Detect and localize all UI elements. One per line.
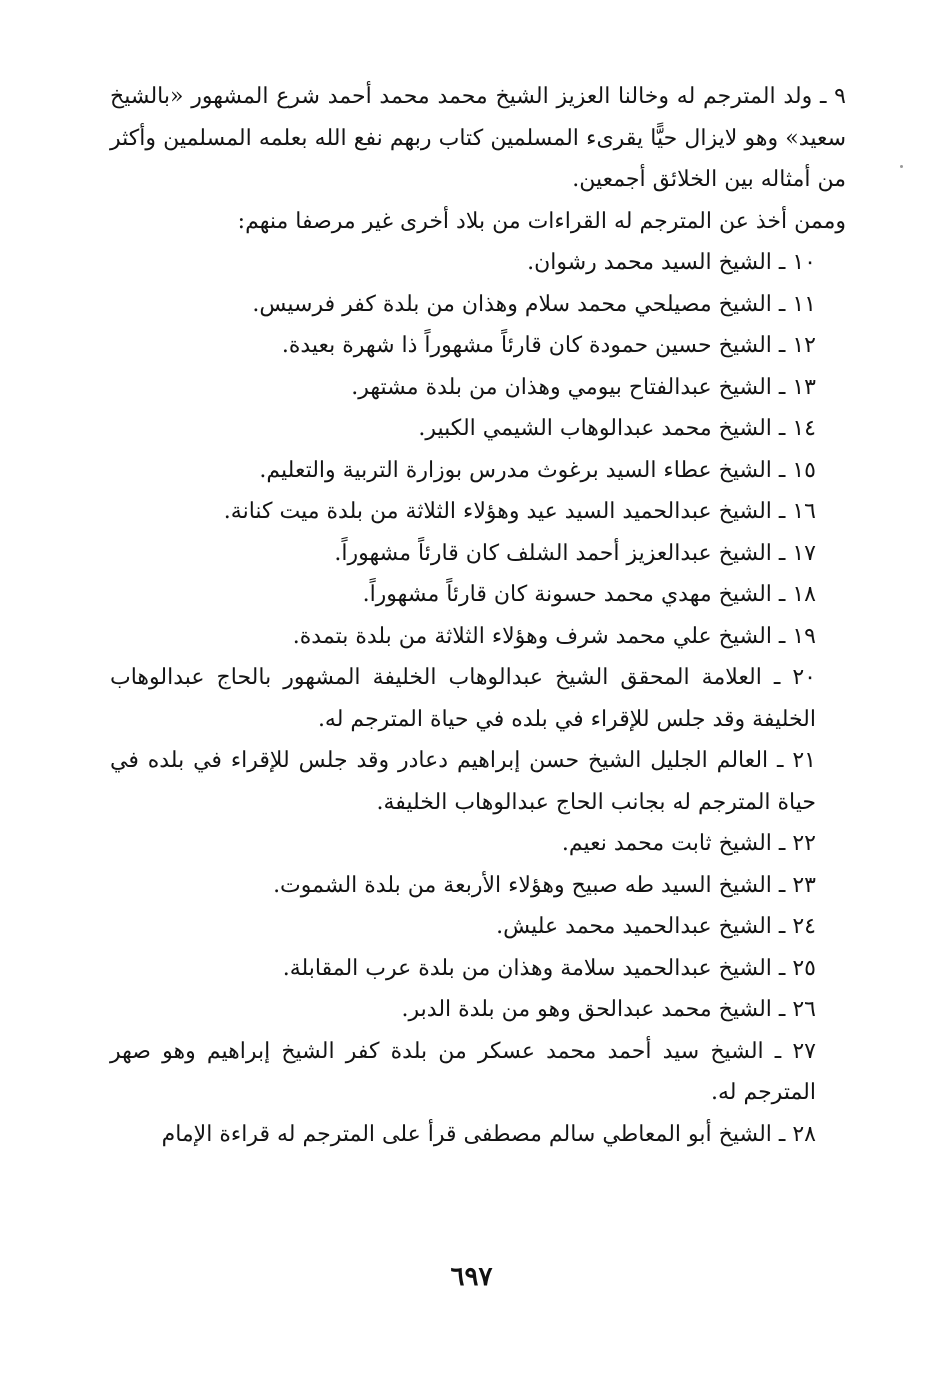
list-item-22: ٢٢ ـ الشيخ ثابت محمد نعيم. [561, 831, 816, 856]
margin-mark [900, 165, 903, 168]
body-text [110, 76, 874, 1155]
list-item-14: ١٤ ـ الشيخ محمد عبدالوهاب الشيمي الكبير. [418, 416, 816, 441]
list-item-13: ١٣ ـ الشيخ عبدالفتاح بيومي وهذان من بلدة مشتهر. [351, 374, 816, 400]
list-item-20: ٢٠ ـ العلامة المحقق الشيخ عبدالوهاب الخليفة المشهور بالحاج عبدالوهاب الخليفة وقد جلس للإقراء في بلده في حياة المترجم له. [110, 665, 816, 732]
list-item-26: ٢٦ ـ الشيخ محمد عبدالحق وهو من بلدة الدبر. [401, 997, 816, 1022]
page-number: ٦٩٧ [450, 1262, 493, 1292]
list-item-21: ٢١ ـ العالم الجليل الشيخ حسن إبراهيم دعادر وقد جلس للإقراء في بلده في حياة المترجم له بجانب الحاج عبدالوهاب الخليفة. [110, 748, 816, 815]
list-item-25: ٢٥ ـ الشيخ عبدالحميد سلامة وهذان من بلدة عرب المقابلة. [282, 955, 816, 981]
list-item-23: ٢٣ ـ الشيخ السيد طه صبيح وهؤلاء الأربعة من بلدة الشموت. [273, 872, 816, 898]
list-item-16: ١٦ ـ الشيخ عبدالحميد السيد عيد وهؤلاء الثلاثة من بلدة ميت كنانة. [223, 499, 816, 524]
list-item-12: ١٢ ـ الشيخ حسين حمودة كان قارئاً مشهوراً ذا شهرة بعيدة. [281, 333, 816, 358]
list-item-24: ٢٤ ـ الشيخ عبدالحميد محمد عليش. [496, 914, 816, 939]
list-item-10: ١٠ ـ الشيخ السيد محمد رشوان. [527, 250, 816, 275]
paragraph-intro-other-towns: وممن أخذ عن المترجم له القراءات من بلاد أخرى غير مرصفا منهم: [237, 208, 846, 234]
list-item-15: ١٥ ـ الشيخ عطاء السيد برغوث مدرس بوزارة التربية والتعليم. [259, 457, 816, 483]
list-item-18: ١٨ ـ الشيخ مهدي محمد حسونة كان قارئاً مشهوراً. [362, 582, 816, 607]
paragraph-item-9: ٩ ـ ولد المترجم له وخالنا العزيز الشيخ محمد محمد أحمد شرع المشهور «بالشيخ سعيد» وهو لايزال حيًّا يقرىء المسلمين كتاب ربهم نفع الله بعلمه المسلمين وأكثر من أمثاله بين الخلائق أجمعين. [110, 84, 846, 192]
list-item-27: ٢٧ ـ الشيخ سيد أحمد محمد عسكر من بلدة كفر الشيخ إبراهيم وهو صهر المترجم له. [110, 1038, 816, 1105]
list-item-19: ١٩ ـ الشيخ علي محمد شرف وهؤلاء الثلاثة من بلدة بتمدة. [292, 623, 816, 649]
list-item-28: ٢٨ ـ الشيخ أبو المعاطي سالم مصطفى قرأ على المترجم له قراءة الإمام [161, 1121, 816, 1147]
list-item-11: ١١ ـ الشيخ مصيلحي محمد سلام وهذان من بلدة كفر فرسيس. [252, 291, 816, 317]
list-item-17: ١٧ ـ الشيخ عبدالعزيز أحمد الشلف كان قارئاً مشهوراً. [334, 540, 816, 566]
